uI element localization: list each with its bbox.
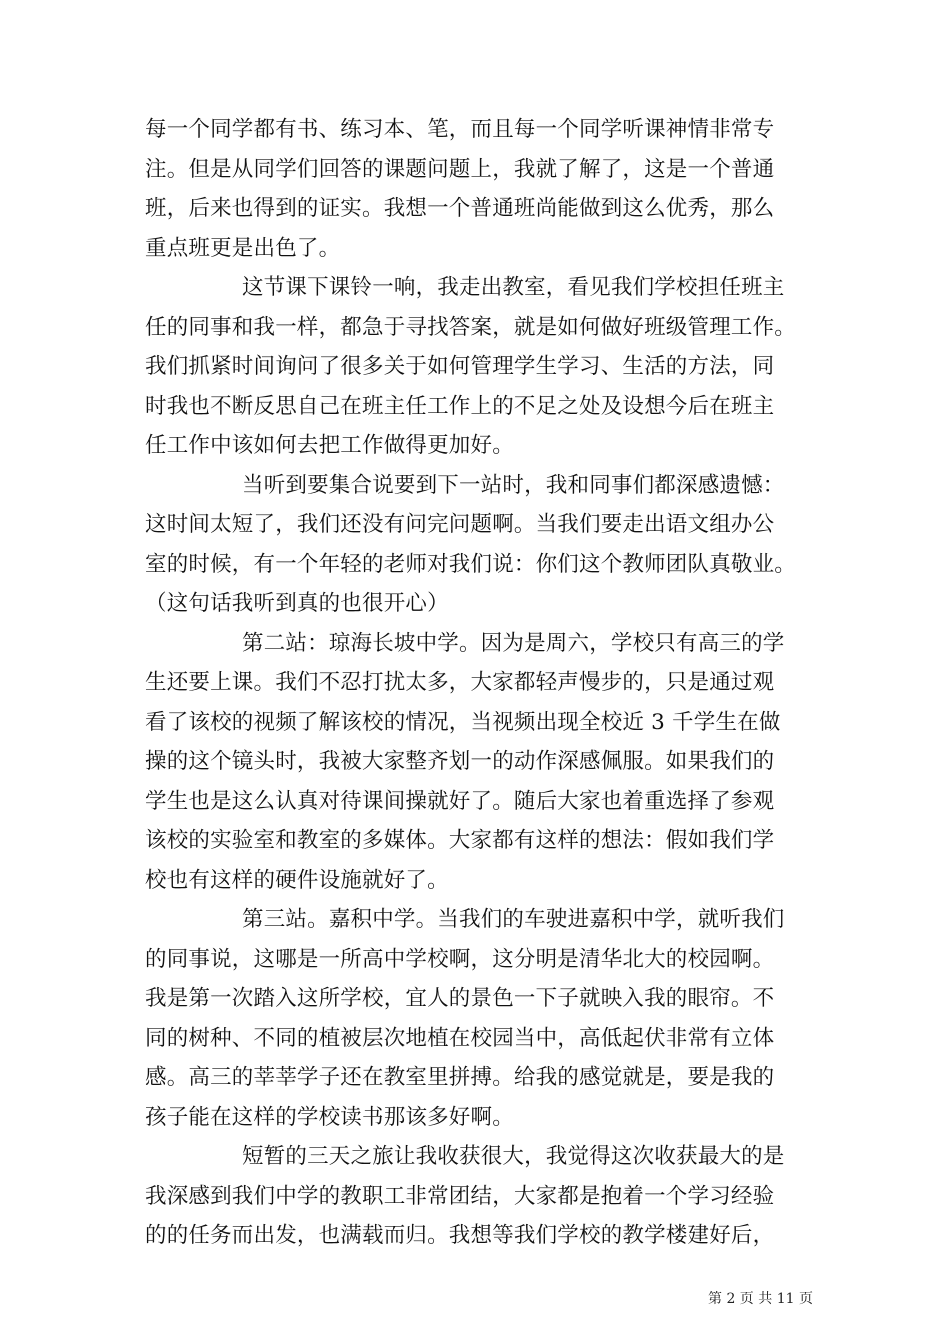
text-line: 校也有这样的硬件设施就好了。 bbox=[145, 867, 449, 893]
paragraph-first-line: 当听到要集合说要到下一站时，我和同事们都深感遗憾： bbox=[242, 472, 785, 498]
text-line: 感。高三的莘莘学子还在教室里拼搏。给我的感觉就是，要是我的 bbox=[145, 1065, 775, 1090]
paragraph-first-line: 这节课下课铃一响，我走出教室，看见我们学校担任班主 bbox=[242, 275, 785, 300]
text-line: 重点班更是出色了。 bbox=[145, 235, 341, 261]
text-line: （这句话我听到真的也很开心） bbox=[145, 591, 449, 616]
text-line: 室的时候，有一个年轻的老师对我们说：你们这个教师团队真敬业。 bbox=[145, 551, 797, 577]
text-line: 孩子能在这样的学校读书那该多好啊。 bbox=[145, 1104, 514, 1130]
body-text bbox=[145, 110, 825, 1256]
text-line: 学生也是这么认真对待课间操就好了。随后大家也着重选择了参观 bbox=[145, 788, 775, 814]
text-line: 我们抓紧时间询问了很多关于如何管理学生学习、生活的方法，同 bbox=[145, 354, 775, 379]
text-line: 注。但是从同学们回答的课题问题上，我就了解了，这是一个普通 bbox=[145, 156, 775, 182]
text-line: 生还要上课。我们不忍打扰太多，大家都轻声慢步的，只是通过观 bbox=[145, 670, 775, 695]
text-line: 我是第一次踏入这所学校，宜人的景色一下子就映入我的眼帘。不 bbox=[145, 986, 775, 1011]
text-line: 任工作中该如何去把工作做得更加好。 bbox=[145, 433, 514, 458]
text-line: 的的任务而出发，也满载而归。我想等我们学校的教学楼建好后， bbox=[145, 1223, 775, 1248]
paragraph-first-line: 短暂的三天之旅让我收获很大，我觉得这次收获最大的是 bbox=[242, 1144, 785, 1169]
text-line: 这时间太短了，我们还没有问完问题啊。当我们要走出语文组办公 bbox=[145, 512, 775, 537]
text-line: 每一个同学都有书、练习本、笔，而且每一个同学听课神情非常专 bbox=[145, 117, 775, 142]
text-line: 该校的实验室和教室的多媒体。大家都有这样的想法：假如我们学 bbox=[145, 828, 775, 853]
text-line: 操的这个镜头时，我被大家整齐划一的动作深感佩服。如果我们的 bbox=[145, 749, 775, 774]
page-number: 第 2 页 共 11 页 bbox=[708, 1291, 813, 1307]
text-line: 班，后来也得到的证实。我想一个普通班尚能做到这么优秀，那么 bbox=[145, 196, 775, 221]
paragraph-first-line: 第三站。嘉积中学。当我们的车驶进嘉积中学，就听我们 bbox=[242, 907, 785, 932]
text-line: 时我也不断反思自己在班主任工作上的不足之处及设想今后在班主 bbox=[145, 393, 775, 419]
text-line: 任的同事和我一样，都急于寻找答案，就是如何做好班级管理工作。 bbox=[145, 314, 797, 340]
text-line: 我深感到我们中学的教职工非常团结，大家都是抱着一个学习经验 bbox=[145, 1183, 775, 1209]
paragraph-first-line: 第二站：琼海长坡中学。因为是周六，学校只有高三的学 bbox=[242, 630, 785, 656]
text-line: 同的树种、不同的植被层次地植在校园当中，高低起伏非常有立体 bbox=[145, 1025, 775, 1051]
text-line: 看了该校的视频了解该校的情况，当视频出现全校近 3 千学生在做 bbox=[145, 709, 781, 735]
text-line: 的同事说，这哪是一所高中学校啊，这分明是清华北大的校园啊。 bbox=[145, 946, 775, 972]
